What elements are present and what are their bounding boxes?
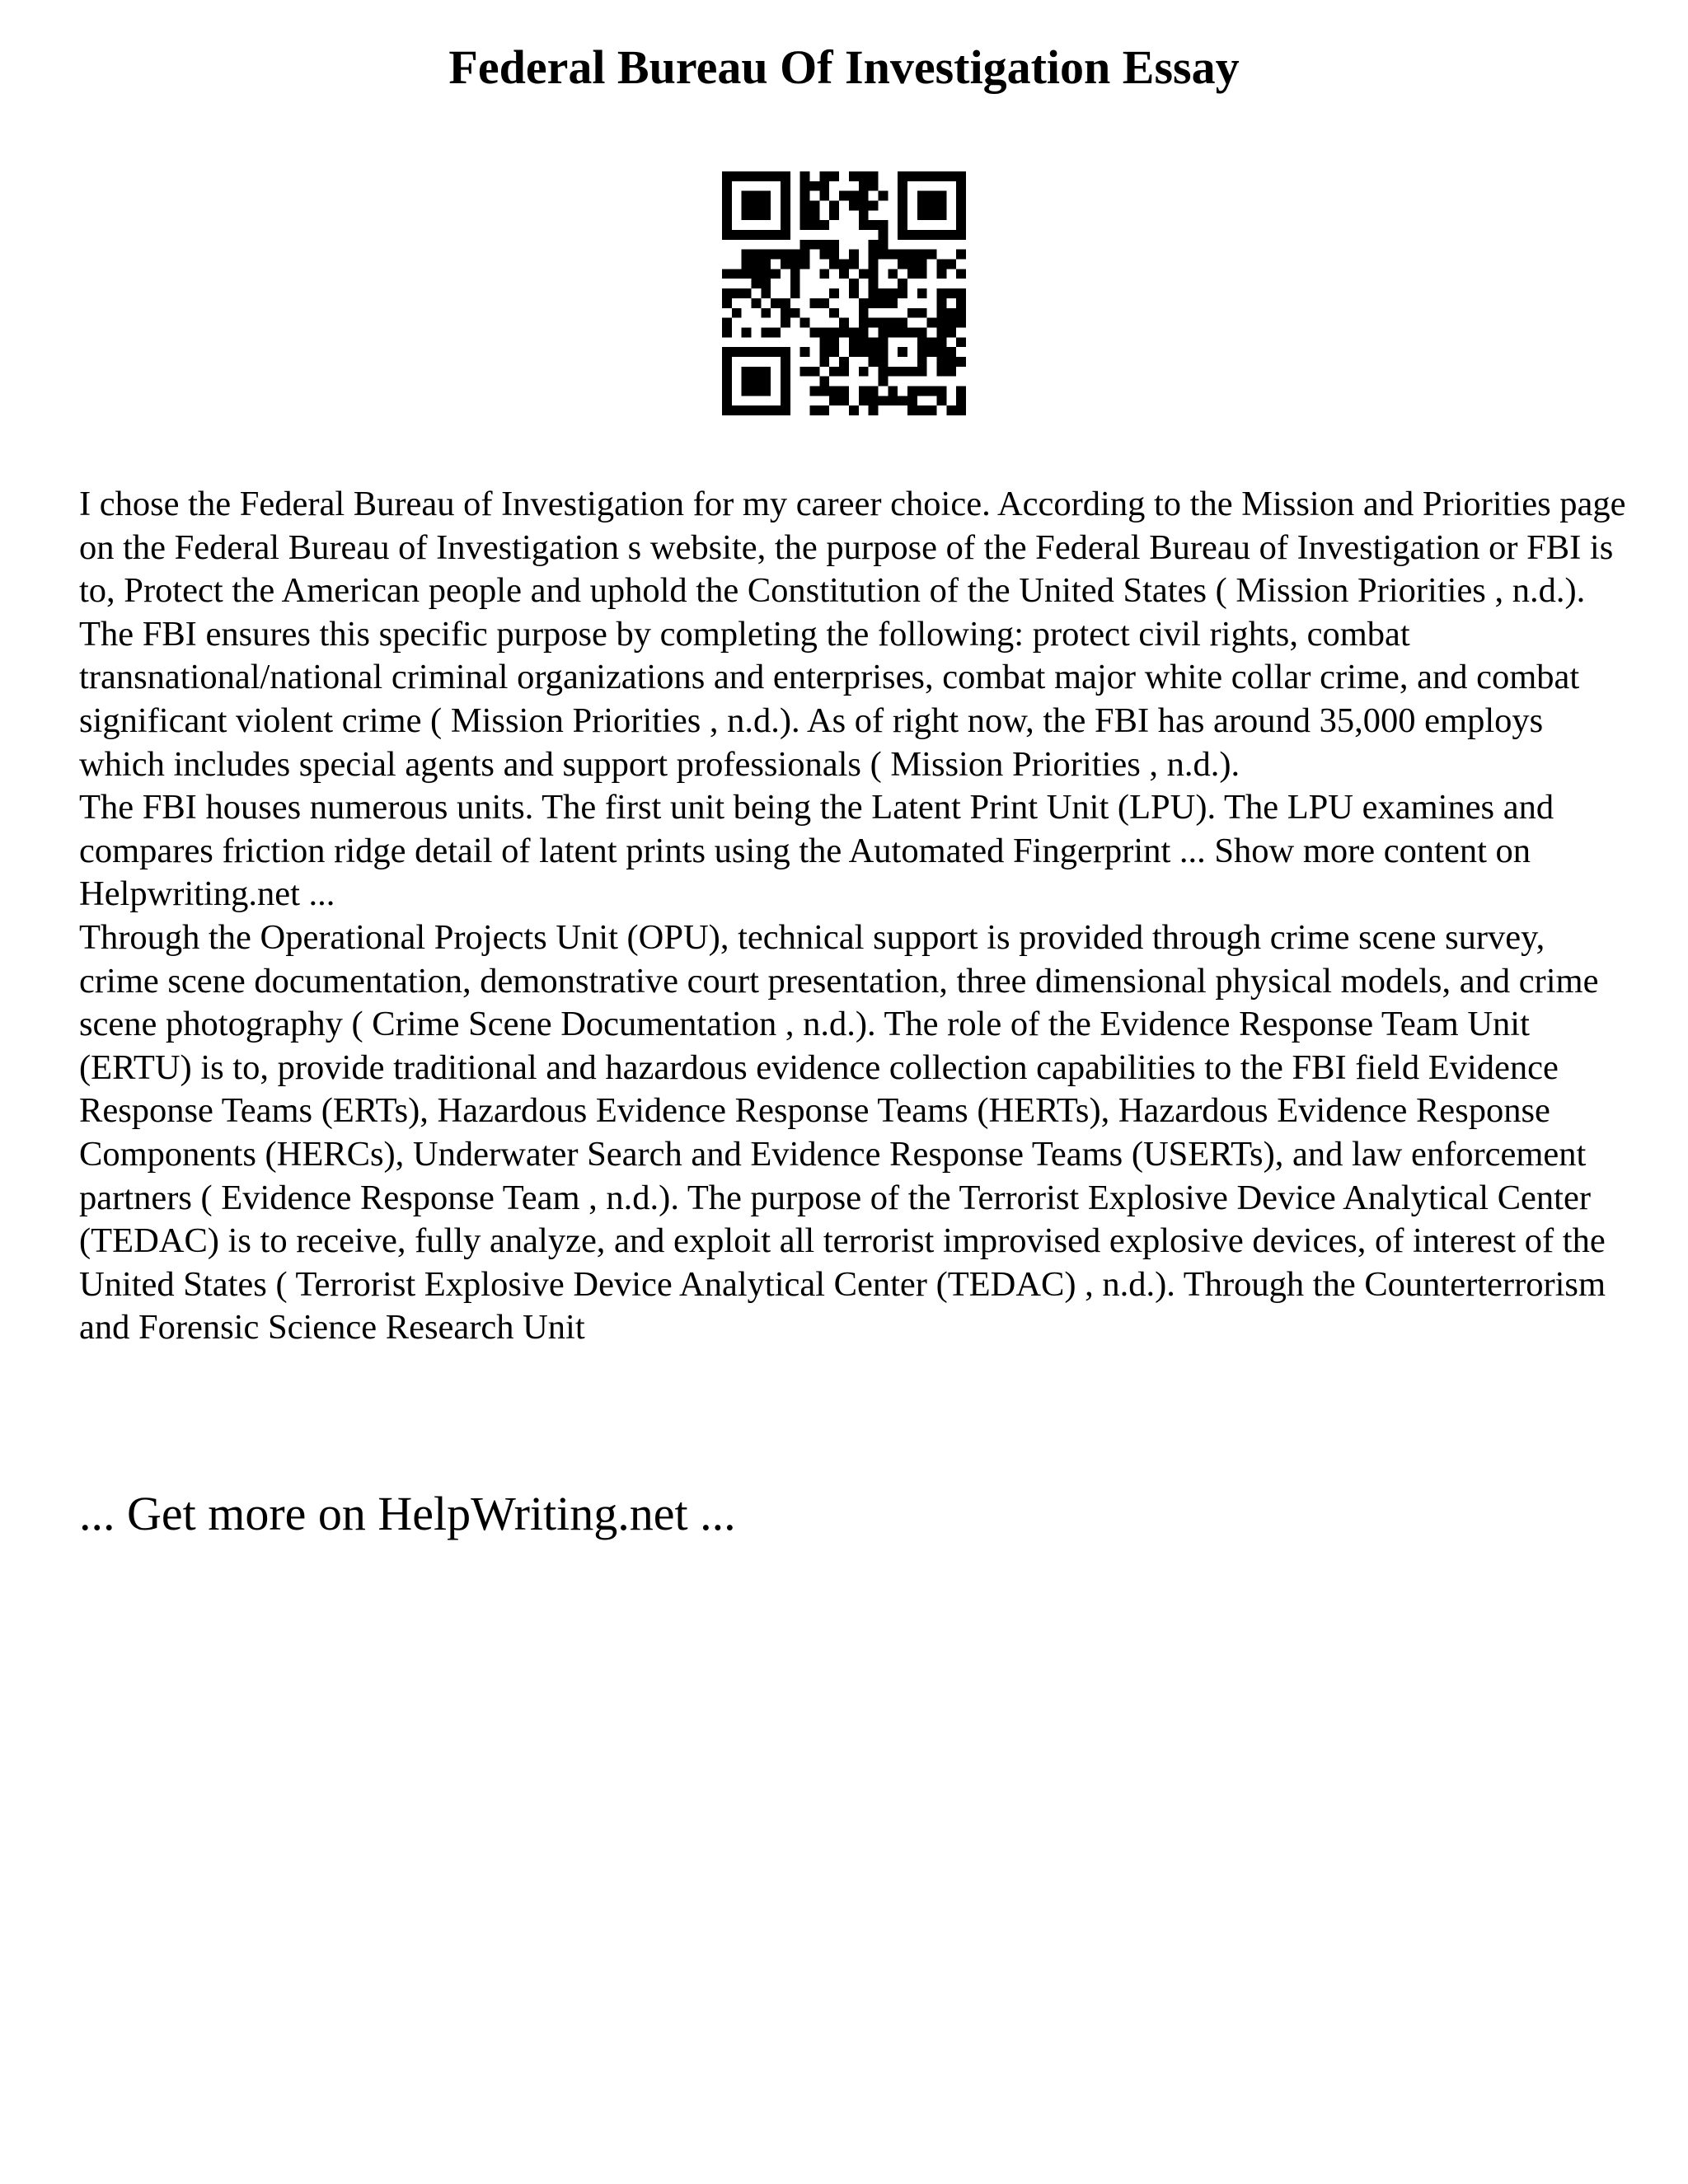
get-more-link[interactable]: ... Get more on HelpWriting.net ... — [79, 1487, 736, 1540]
qr-code-icon — [722, 171, 966, 415]
paragraph-1: I chose the Federal Bureau of Investigation for my career choice. According to the Mission and Priorities page on the Federal Bureau of Investigation s website, the purpose of the Federal Bureau of Investigation or FBI is to, Protect the American people and uphold the Constitution of the United States ( Mission Priorities , n.d.). The FBI ensures this specific purpose by completing the following: protect civil rights, combat transnational/national criminal organizations and enterprises, combat major white collar crime, and combat significant violent crime ( Mission Priorities , n.d.). As of right now, the FBI has around 35,000 employs which includes special agents and support professionals ( Mission Priorities , n.d.). — [79, 485, 1626, 784]
paragraph-3: Through the Operational Projects Unit (OPU), technical support is provided through crime scene survey, crime scene documentation, demonstrative court presentation, three dimensional physical models, and crime scene photography ( Crime Scene Documentation , n.d.). The role of the Evidence Response Team Unit (ERTU) is to, provide traditional and hazardous evidence collection capabilities to the FBI field Evidence Response Teams (ERTs), Hazardous Evidence Response Teams (HERTs), Hazardous Evidence Response Components (HERCs), Underwater Search and Evidence Response Teams (USERTs), and law enforcement partners ( Evidence Response Team , n.d.). The purpose of the Terrorist Explosive Device Analytical Center (TEDAC) is to receive, fully analyze, and exploit all terrorist improvised explosive devices, of interest of the United States ( Terrorist Explosive Device Analytical Center (TEDAC) , n.d.). Through the Counterterrorism and Forensic Science Research Unit — [79, 917, 1606, 1347]
paragraph-2: The FBI houses numerous units. The first unit being the Latent Print Unit (LPU). The LPU examines and compares friction ridge detail of latent prints using the Automated Fingerprint ... Show more content on Helpwriting.net ... — [79, 788, 1554, 914]
essay-body — [79, 483, 1629, 1350]
page-title: Federal Bureau Of Investigation Essay — [448, 40, 1240, 94]
